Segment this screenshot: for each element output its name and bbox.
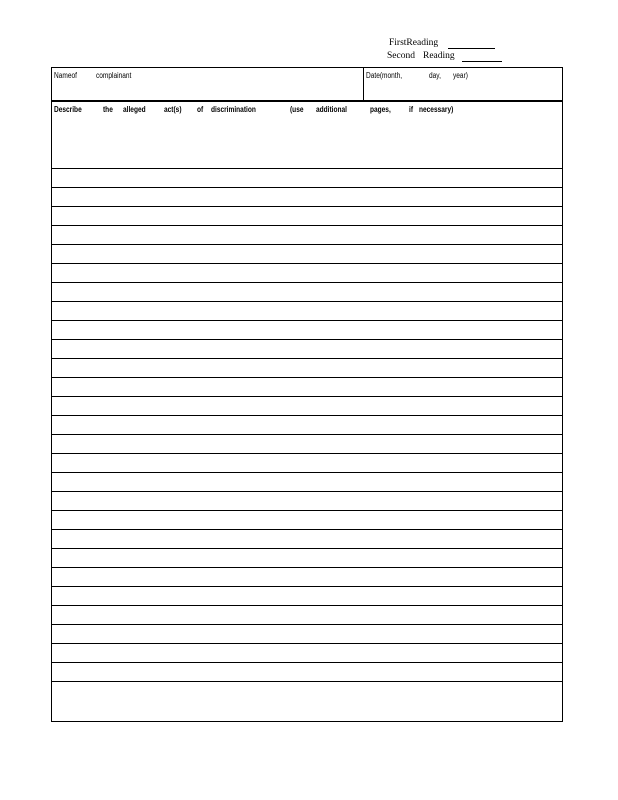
date-field[interactable] xyxy=(364,68,562,100)
ruled-line xyxy=(52,605,562,606)
form-header-row xyxy=(52,68,562,102)
ruled-line xyxy=(52,320,562,321)
ruled-line xyxy=(52,643,562,644)
ruled-line xyxy=(52,168,562,169)
ruled-line xyxy=(52,453,562,454)
complaint-form xyxy=(51,67,563,722)
describe-word-5: of xyxy=(197,105,204,114)
description-writing-area[interactable] xyxy=(52,102,562,721)
describe-word-2: the xyxy=(103,105,113,114)
ruled-line xyxy=(52,301,562,302)
describe-word-6: discrimination xyxy=(211,105,256,114)
second-reading-field xyxy=(387,51,415,62)
ruled-line xyxy=(52,244,562,245)
ruled-line xyxy=(52,396,562,397)
ruled-line xyxy=(52,586,562,587)
name-label-b: complainant xyxy=(96,71,132,80)
second-reading-label-a: Second xyxy=(387,51,415,61)
describe-word-10: if xyxy=(409,105,414,114)
first-reading-label: FirstReading xyxy=(389,38,439,48)
ruled-line xyxy=(52,548,562,549)
ruled-line xyxy=(52,377,562,378)
ruled-line xyxy=(52,415,562,416)
ruled-line xyxy=(52,206,562,207)
describe-word-9: pages, xyxy=(370,105,391,114)
describe-word-7: (use xyxy=(290,105,304,114)
describe-word-3: alleged xyxy=(123,105,146,114)
name-label-a: Nameof xyxy=(54,71,77,80)
ruled-line xyxy=(52,510,562,511)
date-label-a: Date(month, xyxy=(366,71,403,80)
second-reading-label-b: Reading xyxy=(423,51,455,61)
date-label-b: day, xyxy=(429,71,441,80)
ruled-line xyxy=(52,491,562,492)
first-reading-blank[interactable] xyxy=(448,38,495,49)
ruled-line xyxy=(52,263,562,264)
describe-word-8: additional xyxy=(316,105,347,114)
ruled-line xyxy=(52,472,562,473)
ruled-line xyxy=(52,339,562,340)
first-reading-field xyxy=(389,38,438,49)
ruled-line xyxy=(52,662,562,663)
date-label-c: year) xyxy=(453,71,468,80)
ruled-line xyxy=(52,358,562,359)
name-field[interactable] xyxy=(52,68,363,100)
ruled-line xyxy=(52,225,562,226)
ruled-line xyxy=(52,434,562,435)
ruled-line xyxy=(52,681,562,682)
ruled-line xyxy=(52,567,562,568)
ruled-line xyxy=(52,187,562,188)
ruled-line xyxy=(52,282,562,283)
describe-word-4: act(s) xyxy=(164,105,182,114)
second-reading-blank[interactable] xyxy=(462,51,502,62)
second-reading-field-b xyxy=(423,51,455,62)
ruled-line xyxy=(52,624,562,625)
describe-word-1: Describe xyxy=(54,105,82,114)
ruled-line xyxy=(52,529,562,530)
describe-word-11: necessary) xyxy=(419,105,454,114)
